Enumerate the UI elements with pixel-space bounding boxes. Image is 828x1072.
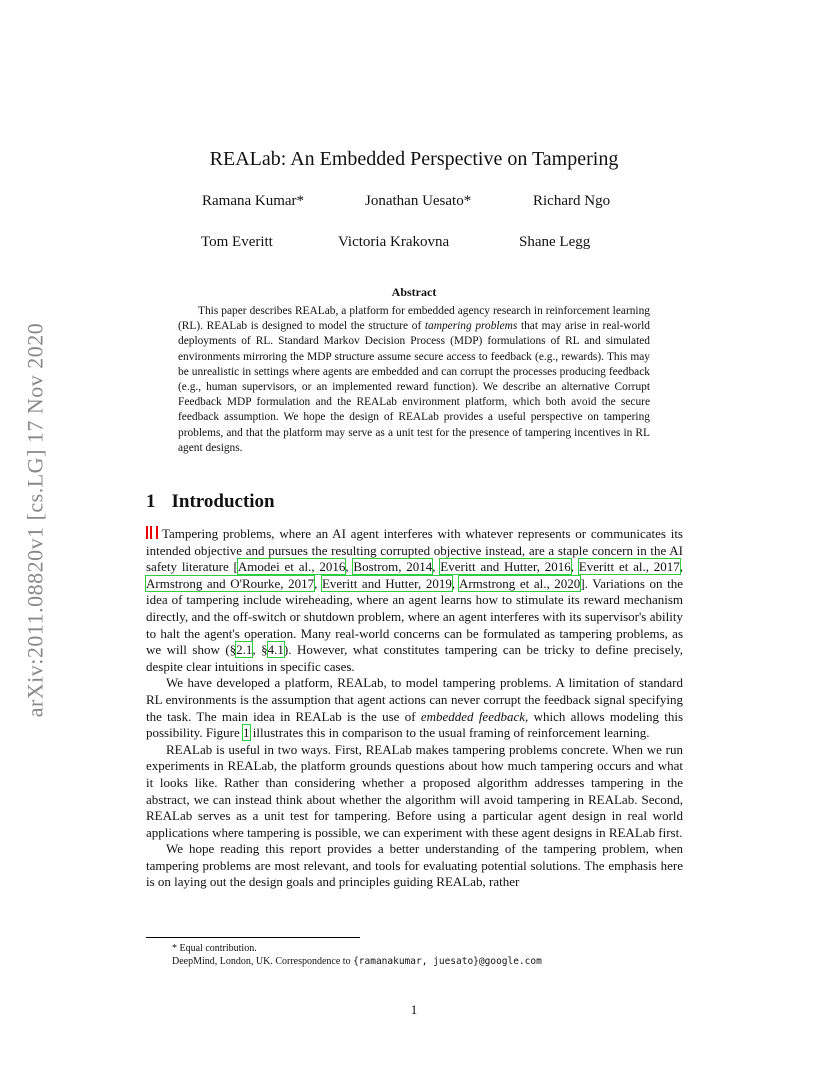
citation-link[interactable]: Everitt and Hutter, 2016: [440, 559, 571, 575]
citation-link[interactable]: Armstrong et al., 2020: [458, 575, 581, 591]
correspondence-email: {ramanakumar, juesato}@google.com: [353, 956, 542, 967]
body-text: [146, 526, 683, 891]
paragraph: Tampering problems, where an AI agent interferes with whatever represents or communicates its intended objective and pursues the resulting corrupted objective instead, are a staple concern in the AI safety literature [Amodei et al., 2016, Bostrom, 2014, Everitt and Hutter, 2016, Everitt et al., 2017, Armstrong and O'Rourke, 2017, Everitt and Hutter, 2019, Armstrong et al., 2020]. Variations on the idea of tampering include wireheading, where an agent learns how to stimulate its reward mechanism directly, and the off-switch or shutdown problem, where an agent interferes with its supervisor's ability to halt the agent's operation. Many real-world concerns can be formulated as tampering problems, as we will show (§2.1, §4.1). However, what constitutes tampering can be tricky to define precisely, despite clear intuitions in specific cases.: [146, 526, 684, 674]
section-ref-link[interactable]: 2.1: [236, 642, 253, 658]
footnote-equal-contribution: * Equal contribution.: [172, 943, 257, 954]
citation-link[interactable]: Everitt et al., 2017: [578, 559, 680, 575]
author-name: Tom Everitt: [201, 234, 273, 250]
page-number: 1: [410, 1002, 418, 1017]
arxiv-identifier: arXiv:2011.08820v1 [cs.LG] 17 Nov 2020: [22, 322, 47, 718]
section-heading: [146, 491, 275, 513]
citation-link[interactable]: Amodei et al., 2016: [237, 559, 346, 575]
arxiv-sidebar: [22, 280, 48, 760]
footnote-affiliation: DeepMind, London, UK. Correspondence to {ramanakumar, juesato}@google.com: [172, 956, 542, 967]
paragraph: We have developed a platform, REALab, to model tampering problems. A limitation of standard RL environments is the assumption that agent actions can never corrupt the feedback signal specifying the task. The main idea in REALab is the use of embedded feedback, which allows modeling this possibility. Figure 1 illustrates this in comparison to the usual framing of reinforcement learning.: [146, 675, 684, 741]
author-name: Richard Ngo: [533, 193, 611, 209]
abstract-text: This paper describes REALab, a platform for embedded agency research in reinforcement learning (RL). REALab is designed to model the structure of tampering problems that may arise in real-world deployments of RL. Standard Markov Decision Process (MDP) formulations of RL and simulated environments mirroring the MDP structure assume secure access to feedback (e.g., rewards). This may be unrealistic in settings where agents are embedded and can corrupt the processes producing feedback (e.g., human supervisors, or an implemented reward function). We describe an alternative Corrupt Feedback MDP formulation and the REALab environment platform, which both avoid the secure feedback assumption. We hope the design of REALab provides a useful perspective on tampering problems, and that the platform may serve as a unit test for the presence of tampering incentives in RL agent designs.: [178, 305, 650, 454]
figure-ref-link[interactable]: 1: [243, 725, 250, 741]
paper-title: REALab: An Embedded Perspective on Tampering: [209, 148, 619, 170]
paragraph: REALab is useful in two ways. First, REALab makes tampering problems concrete. When we run experiments in REALab, the platform grounds questions about how much tampering occurs and what it looks like. Rather than considering whether a proposed algorithm addresses tampering in the abstract, we can instead think about whether the algorithm will avoid tampering in REALab. Second, REALab serves as a unit test for tampering. Before using a particular agent design in real world applications where tampering is possible, we can experiment with these agent designs in REALab first.: [146, 741, 683, 840]
citation-link[interactable]: Everitt and Hutter, 2019: [321, 575, 452, 591]
section-title: Introduction: [171, 491, 275, 512]
abstract-heading: Abstract: [391, 285, 437, 299]
paragraph: We hope reading this report provides a better understanding of the tampering problem, when tampering problems are most relevant, and tools for evaluating potential solutions. The emphasis here is on laying out the design goals and principles guiding REALab, rather: [146, 841, 683, 890]
section-ref-link[interactable]: 4.1: [267, 642, 284, 658]
author-name: Jonathan Uesato*: [365, 193, 472, 209]
author-name: Victoria Krakovna: [338, 234, 450, 250]
margin-marker-icon: [146, 526, 158, 539]
footnote: [172, 942, 542, 968]
author-name: Ramana Kumar*: [202, 193, 305, 209]
citation-link[interactable]: Armstrong and O'Rourke, 2017: [146, 575, 315, 591]
author-name: Shane Legg: [519, 234, 591, 250]
citation-link[interactable]: Bostrom, 2014: [353, 559, 433, 575]
section-number: 1: [146, 491, 156, 512]
footnote-rule: [146, 937, 360, 938]
